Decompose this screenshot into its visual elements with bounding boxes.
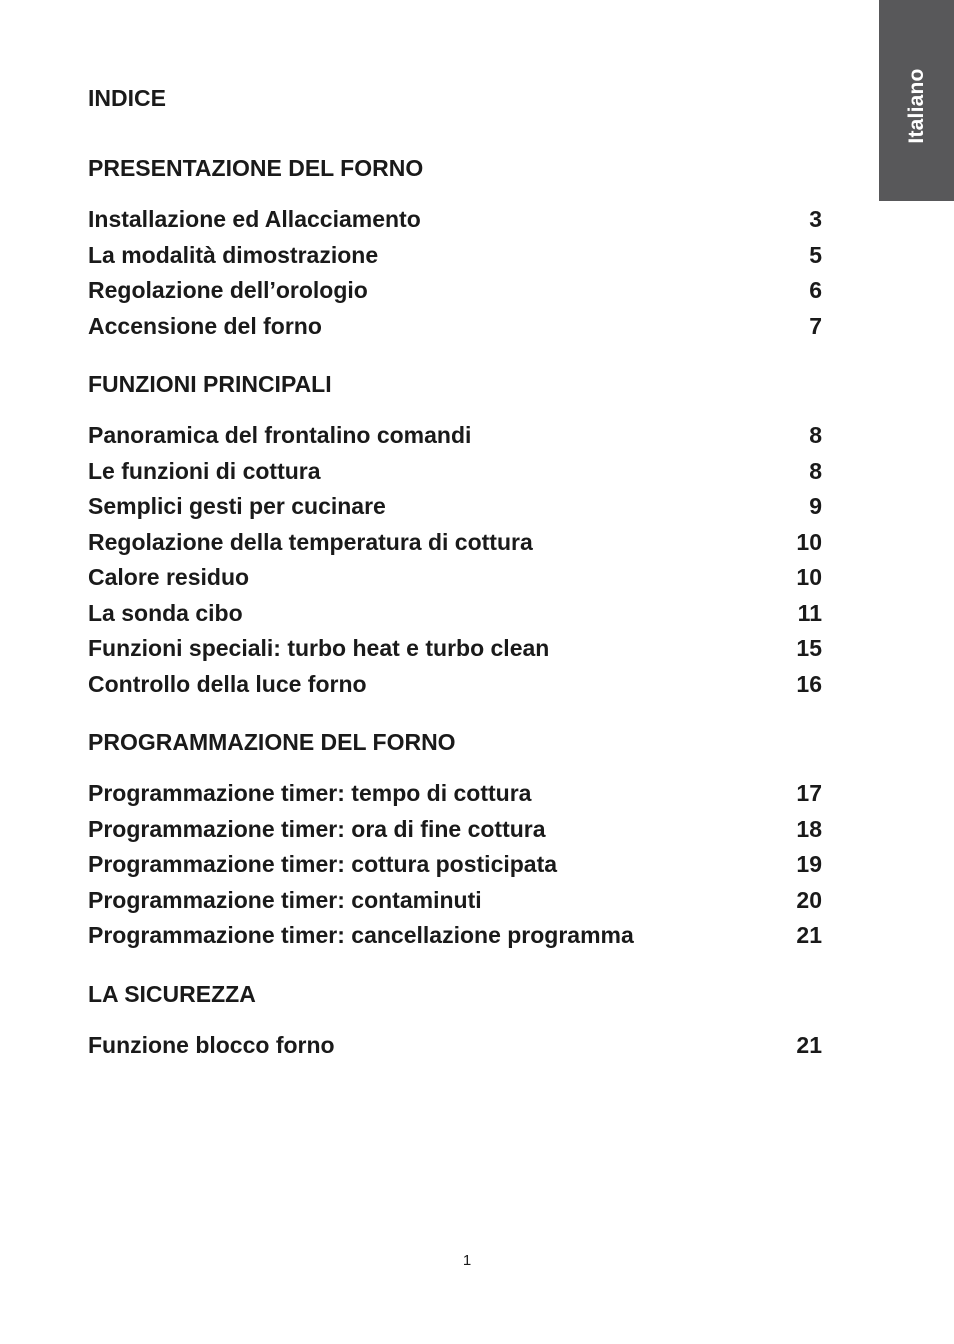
section-heading: PROGRAMMAZIONE DEL FORNO <box>88 729 456 755</box>
toc-entry-label: Regolazione della temperatura di cottura <box>88 528 533 555</box>
language-tab-label: Italiano <box>904 68 928 144</box>
toc-entry[interactable] <box>88 454 822 490</box>
toc-section-funzioni <box>88 370 822 702</box>
toc-entry-page: 10 <box>796 528 822 555</box>
toc-entry-label: Panoramica del frontalino comandi <box>88 422 472 448</box>
toc-entry[interactable] <box>88 918 822 954</box>
toc-entry-label: La modalità dimostrazione <box>88 241 379 268</box>
toc-entry-page: 21 <box>796 1031 822 1058</box>
section-heading: FUNZIONI PRINCIPALI <box>88 371 332 397</box>
toc-entry-page: 20 <box>796 886 822 913</box>
toc-entry-label: Semplici gesti per cucinare <box>88 493 386 519</box>
toc-entry-page: 8 <box>809 457 822 484</box>
toc-section-presentazione <box>88 154 822 344</box>
toc-entry[interactable] <box>88 883 822 919</box>
toc-entry[interactable] <box>88 238 822 274</box>
toc-entry-label: Accensione del forno <box>88 312 322 339</box>
toc-entry-label: Programmazione timer: ora di fine cottura <box>88 815 546 842</box>
toc-entry-label: Controllo della luce forno <box>88 670 367 697</box>
toc-entry[interactable] <box>88 596 822 632</box>
toc-entry-label: Regolazione dell’orologio <box>88 277 368 303</box>
toc-entry-page: 3 <box>809 206 822 232</box>
toc-entry-label: Installazione ed Allacciamento <box>88 206 421 232</box>
toc-entry-page: 5 <box>809 241 822 268</box>
toc-entry-label: Programmazione timer: contaminuti <box>88 886 482 913</box>
section-heading: LA SICUREZZA <box>88 980 256 1007</box>
toc-entry[interactable] <box>88 309 822 345</box>
toc-section-programmazione <box>88 728 822 954</box>
toc-entry[interactable] <box>88 273 822 309</box>
toc-entry[interactable] <box>88 489 822 525</box>
page-number: 1 <box>462 1252 472 1269</box>
toc-entry[interactable] <box>88 631 822 667</box>
toc-entry-page: 19 <box>796 851 822 877</box>
toc-entry[interactable] <box>88 560 822 596</box>
toc-entry-page: 8 <box>809 422 822 448</box>
language-tab <box>879 0 954 201</box>
toc-entry-page: 6 <box>809 277 822 303</box>
section-heading: PRESENTAZIONE DEL FORNO <box>88 155 424 181</box>
toc-entry-label: Calore residuo <box>88 564 250 590</box>
toc-entry-label: Funzioni speciali: turbo heat e turbo clean <box>88 635 550 661</box>
toc-entry-label: Programmazione timer: cancellazione programma <box>88 922 634 948</box>
toc-entry[interactable] <box>88 418 822 454</box>
toc-entry[interactable] <box>88 202 822 238</box>
toc-entry[interactable] <box>88 525 822 561</box>
toc-entry-page: 18 <box>796 815 822 842</box>
toc-section-sicurezza <box>88 980 822 1064</box>
toc-entry-label: Le funzioni di cottura <box>88 457 321 484</box>
page-title: INDICE <box>88 85 166 111</box>
toc-entry-page: 7 <box>809 312 822 339</box>
toc-entry-page: 16 <box>796 670 822 697</box>
toc-entry-page: 17 <box>796 780 822 806</box>
toc-entry-label: Programmazione timer: tempo di cottura <box>88 780 532 806</box>
toc-entry[interactable] <box>88 1028 822 1064</box>
toc-entry-page: 11 <box>797 599 822 626</box>
toc-entry-page: 10 <box>796 564 822 590</box>
toc-entry-page: 21 <box>796 922 822 948</box>
toc-entry[interactable] <box>88 812 822 848</box>
toc-entry[interactable] <box>88 847 822 883</box>
toc-entry-label: Funzione blocco forno <box>88 1031 335 1058</box>
toc-entry-page: 9 <box>809 493 822 519</box>
toc-entry[interactable] <box>88 667 822 703</box>
table-of-contents <box>88 154 822 1089</box>
toc-entry-label: La sonda cibo <box>88 599 243 626</box>
toc-entry-page: 15 <box>796 635 822 661</box>
toc-entry[interactable] <box>88 776 822 812</box>
toc-entry-label: Programmazione timer: cottura posticipata <box>88 851 558 877</box>
